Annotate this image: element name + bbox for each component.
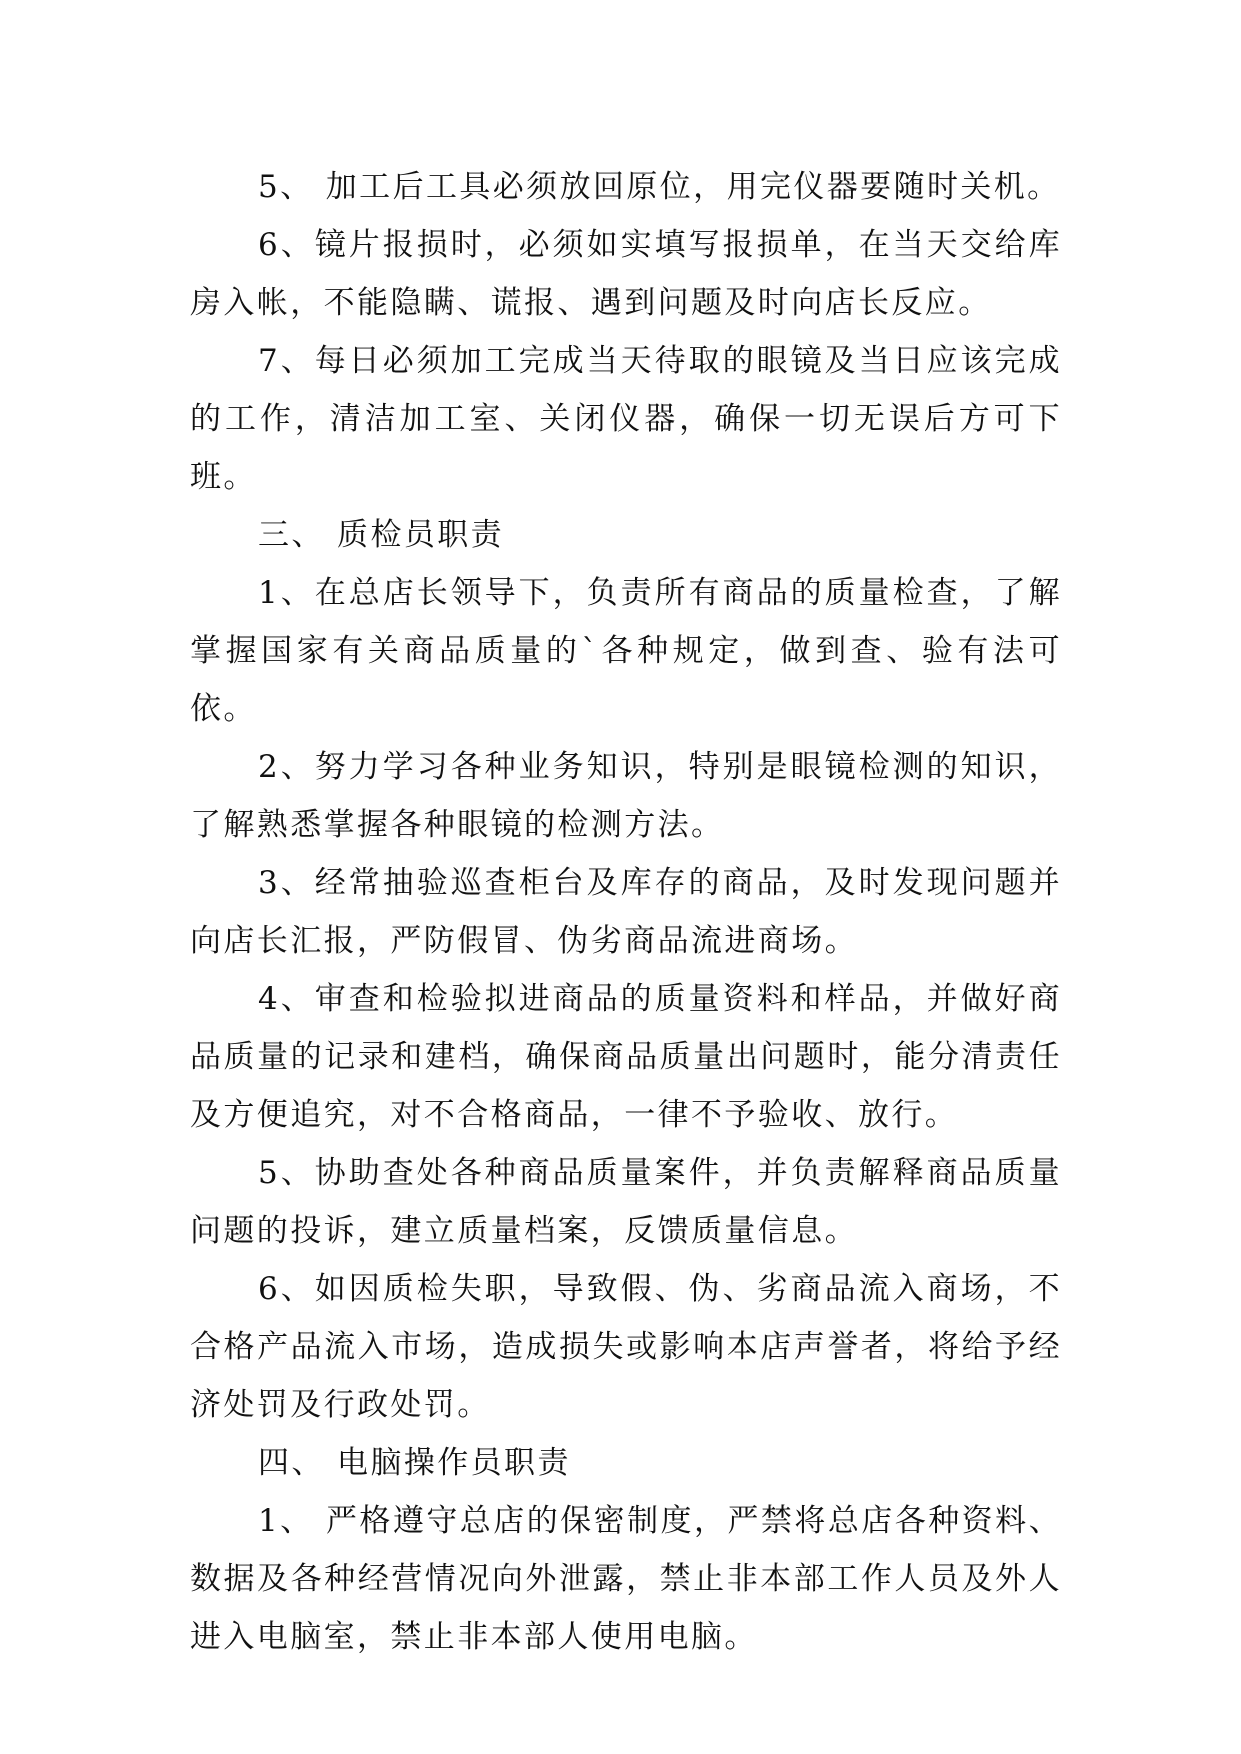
paragraph-item-2: 2、努力学习各种业务知识，特别是眼镜检测的知识，了解熟悉掌握各种眼镜的检测方法。 <box>190 749 1062 843</box>
paragraph-item-1: 1、在总店长领导下，负责所有商品的质量检查，了解掌握国家有关商品质量的`各种规定，做到查、验有法可依。 <box>190 575 1062 727</box>
paragraph-item-6: 6、镜片报损时，必须如实填写报损单，在当天交给库房入帐，不能隐瞒、谎报、遇到问题及时向店长反应。 <box>190 227 1062 321</box>
paragraph-item-6b: 6、如因质检失职，导致假、伪、劣商品流入商场，不合格产品流入市场，造成损失或影响本店声誉者，将给予经济处罚及行政处罚。 <box>190 1271 1062 1423</box>
paragraph-item-5b: 5、协助查处各种商品质量案件，并负责解释商品质量问题的投诉，建立质量档案，反馈质量信息。 <box>190 1155 1062 1249</box>
paragraph-item-7: 7、每日必须加工完成当天待取的眼镜及当日应该完成的工作，清洁加工室、关闭仪器，确保一切无误后方可下班。 <box>190 343 1062 495</box>
document-body <box>190 158 1062 1666</box>
paragraph-item-5: 5、 加工后工具必须放回原位，用完仪器要随时关机。 <box>258 169 1061 205</box>
paragraph-item-1b: 1、 严格遵守总店的保密制度，严禁将总店各种资料、数据及各种经营情况向外泄露，禁止非本部工作人员及外人进入电脑室，禁止非本部人使用电脑。 <box>190 1503 1062 1655</box>
paragraph-item-4: 4、审查和检验拟进商品的质量资料和样品，并做好商品质量的记录和建档，确保商品质量出问题时，能分清责任及方便追究，对不合格商品，一律不予验收、放行。 <box>190 981 1062 1133</box>
paragraph-item-3: 3、经常抽验巡查柜台及库存的商品，及时发现问题并向店长汇报，严防假冒、伪劣商品流进商场。 <box>190 865 1062 959</box>
section-heading-computer-operator: 四、 电脑操作员职责 <box>258 1445 571 1481</box>
section-heading-quality-inspector: 三、 质检员职责 <box>258 517 505 553</box>
